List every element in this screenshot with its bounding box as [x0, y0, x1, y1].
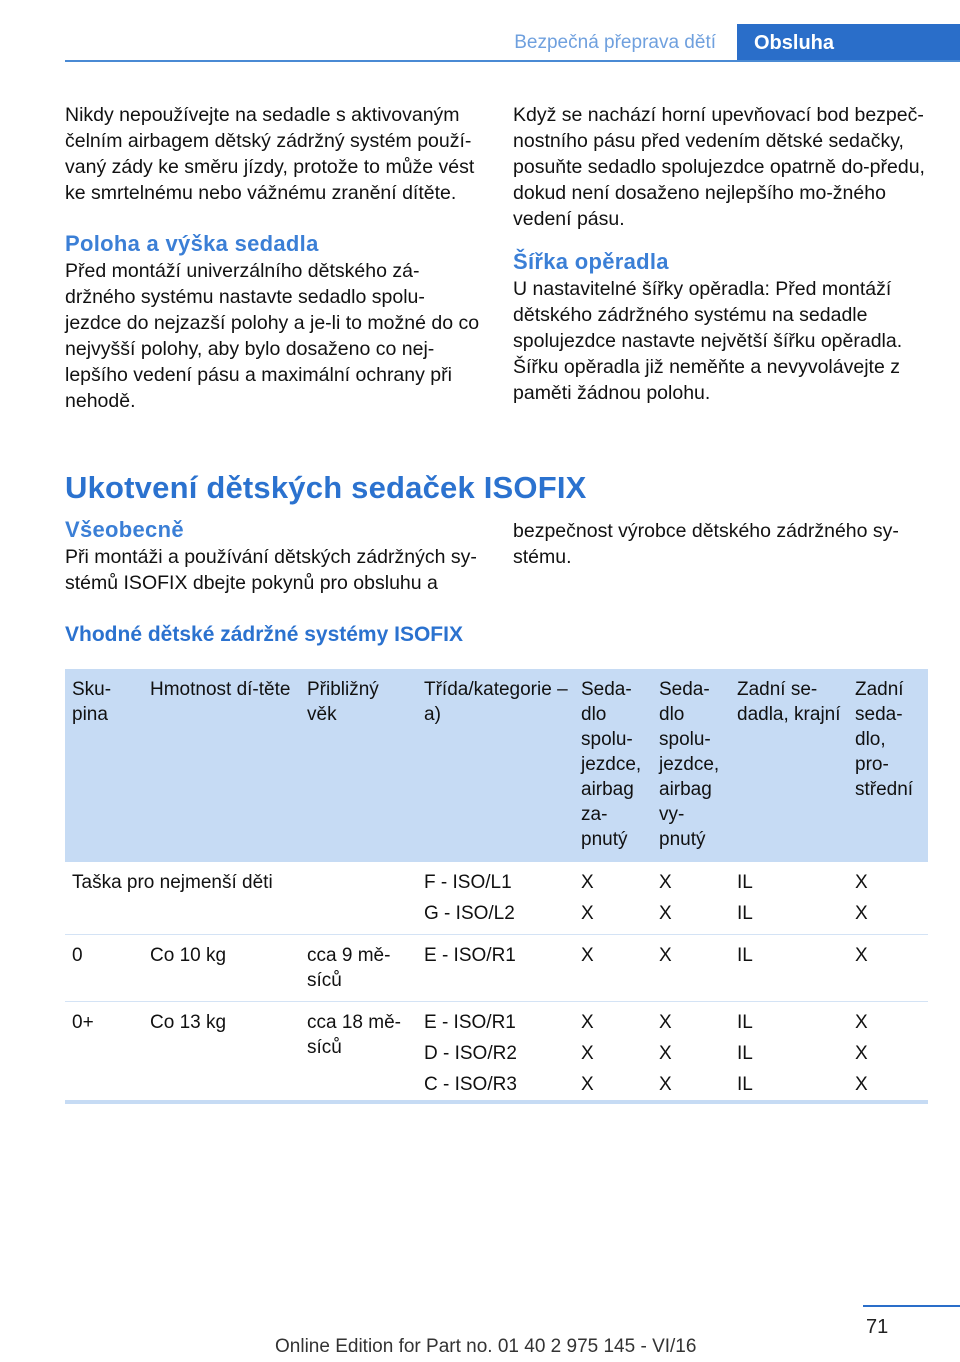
airbag-on-cell	[574, 862, 652, 935]
class-value: E - ISO/R1	[424, 945, 516, 966]
header-class: Třída/kategorie – a)	[417, 669, 574, 862]
class-value: D - ISO/R2	[424, 1043, 517, 1064]
edition-footer: Online Edition for Part no. 01 40 2 975 145 - VI/16	[275, 1336, 697, 1357]
page-number-rule	[863, 1305, 960, 1307]
right-column-top	[513, 102, 928, 406]
age-cell: cca 18 mě‐síců	[307, 1012, 401, 1058]
airbag-warning-paragraph: Nikdy nepoužívejte na sedadle s aktivovaným čelním airbagem dětský zádržný systém použí‐vaný zády ke směru jízdy, protože to může vést ke smrtelnému nebo vážnému zranění dítěte.	[65, 104, 475, 204]
suitability-value: X	[659, 872, 672, 893]
page-number: 71	[866, 1316, 889, 1338]
general-paragraph-left: Při montáži a používání dětských zádržných sy‐stémů ISOFIX dbejte pokynů pro obsluhu a	[65, 546, 477, 594]
isofix-title: Ukotvení dětských sedaček ISOFIX	[65, 470, 587, 505]
rear-middle-cell	[848, 1002, 928, 1106]
general-heading: Všeobecně	[65, 517, 184, 542]
suitability-value: X	[659, 945, 672, 966]
table-row	[65, 862, 928, 935]
backrest-width-paragraph: U nastavitelné šířky opěradla: Před montáží dětského zádržného systému na sedadle spolujezdce nastavte největší šířku opěradla. Šířku opěradla již neměňte a nevyvolávejte z paměti žádnou polohu.	[513, 278, 903, 404]
suitability-value: X	[855, 1043, 868, 1064]
header-rule	[65, 60, 960, 62]
general-left	[65, 516, 480, 596]
rear-outer-cell	[730, 1002, 848, 1106]
suitability-value: X	[581, 872, 594, 893]
suitability-value: X	[855, 872, 868, 893]
suitability-value: X	[855, 1074, 868, 1095]
suitability-value: X	[581, 903, 594, 924]
class-cell	[417, 935, 574, 1002]
suitability-value: X	[855, 903, 868, 924]
header-age: Přibližný věk	[300, 669, 417, 862]
table-end-rule	[65, 1100, 928, 1104]
general-right	[513, 518, 928, 570]
header-rear-outer: Zadní se‐dadla, krajní	[730, 669, 848, 862]
table-header-row	[65, 669, 928, 862]
seat-position-heading: Poloha a výška sedadla	[65, 231, 319, 256]
airbag-on-cell	[574, 935, 652, 1002]
suitability-value: X	[855, 945, 868, 966]
seat-position-paragraph: Před montáží univerzálního dětského zá‐držného systému nastavte sedadlo spolu‐jezdce do nejzazší polohy a je-li to možné do co nejvyšší polohy, aby bylo dosaženo co nej‐lepšího vedení pásu a maximální ochrany při nehodě.	[65, 260, 480, 412]
age-cell: cca 9 mě‐síců	[300, 935, 417, 1002]
suitability-value: IL	[737, 1074, 753, 1095]
carrycot-label: Taška pro nejmenší děti	[65, 862, 417, 935]
airbag-on-cell	[574, 1002, 652, 1106]
class-value: F - ISO/L1	[424, 872, 512, 893]
suitability-value: X	[659, 1012, 672, 1033]
chapter-tab: Obsluha	[737, 24, 960, 62]
suitability-value: IL	[737, 1043, 753, 1064]
group-cell: 0	[65, 935, 143, 1002]
header-passenger-airbag-on: Seda‐dlo spolu‐jezdce, airbag za‐pnutý	[574, 669, 652, 862]
isofix-table	[65, 669, 928, 1105]
airbag-off-cell	[652, 1002, 730, 1106]
rear-outer-cell	[730, 935, 848, 1002]
page-header	[65, 24, 960, 62]
belt-anchor-paragraph: Když se nachází horní upevňovací bod bezpeč‐nostního pásu před vedením dětské sedačky, posuňte sedadlo spolujezdce opatrně do‐předu, dokud není dosaženo nejlepšího mo‐žného vedení pásu.	[513, 104, 925, 230]
suitability-value: X	[581, 1043, 594, 1064]
suitability-value: X	[659, 1043, 672, 1064]
table-row	[65, 935, 928, 1002]
table-title: Vhodné dětské zádržné systémy ISOFIX	[65, 623, 463, 646]
group-cell: 0+	[72, 1012, 94, 1033]
rear-outer-cell	[730, 862, 848, 935]
section-title: Bezpečná přeprava dětí	[514, 32, 716, 53]
suitability-value: IL	[737, 903, 753, 924]
left-column-top	[65, 102, 480, 414]
class-cell	[417, 862, 574, 935]
suitability-value: IL	[737, 872, 753, 893]
header-weight: Hmotnost dí‐těte	[143, 669, 300, 862]
rear-middle-cell	[848, 935, 928, 1002]
suitability-value: IL	[737, 1012, 753, 1033]
table-row	[65, 1002, 928, 1106]
suitability-value: X	[581, 1074, 594, 1095]
backrest-width-heading: Šířka opěradla	[513, 249, 669, 274]
suitability-value: X	[581, 945, 594, 966]
airbag-off-cell	[652, 935, 730, 1002]
header-group: Sku‐pina	[65, 669, 143, 862]
weight-cell: Co 13 kg	[150, 1012, 227, 1033]
class-value: G - ISO/L2	[424, 903, 515, 924]
general-paragraph-right: bezpečnost výrobce dětského zádržného sy‐stému.	[513, 520, 899, 568]
suitability-value: X	[659, 1074, 672, 1095]
class-cell	[417, 1002, 574, 1106]
suitability-value: X	[659, 903, 672, 924]
suitability-value: X	[581, 1012, 594, 1033]
rear-middle-cell	[848, 862, 928, 935]
header-rear-middle: Zadní seda‐dlo, pro‐střední	[848, 669, 928, 862]
suitability-value: IL	[737, 945, 753, 966]
weight-cell: Co 10 kg	[143, 935, 300, 1002]
class-value: C - ISO/R3	[424, 1074, 517, 1095]
header-passenger-airbag-off: Seda‐dlo spolu‐jezdce, airbag vy‐pnutý	[652, 669, 730, 862]
airbag-off-cell	[652, 862, 730, 935]
class-value: E - ISO/R1	[424, 1012, 516, 1033]
suitability-value: X	[855, 1012, 868, 1033]
